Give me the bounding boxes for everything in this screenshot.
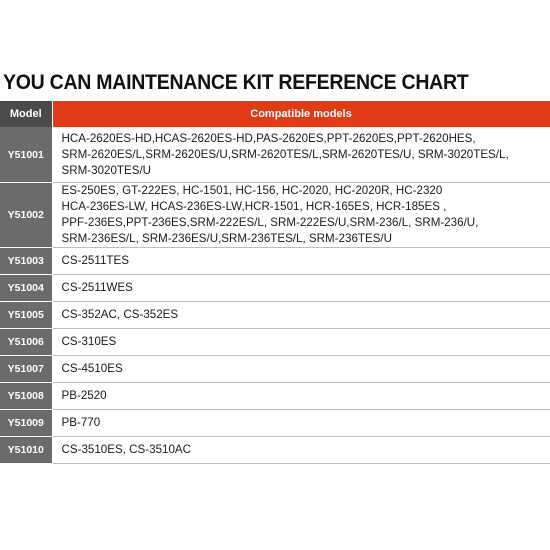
- model-number: Y51008: [0, 383, 52, 410]
- compatible-models-line: ES-250ES, GT-222ES, HC-1501, HC-156, HC-2020, HC-2020R, HC-2320: [61, 184, 443, 197]
- model-column-header: Model: [0, 101, 52, 127]
- model-number: Y51009: [0, 410, 52, 437]
- model-number: Y51010: [0, 437, 52, 464]
- compatible-models-line: HCA-2620ES-HD,HCAS-2620ES-HD,PAS-2620ES,PPT-2620ES,PPT-2620HES,: [61, 131, 476, 145]
- compatible-models-cell: CS-352AC, CS-352ES: [52, 302, 550, 329]
- reference-table: [0, 101, 550, 464]
- compatible-models-cell: CS-2511WES: [52, 275, 550, 302]
- model-number: Y51002: [0, 183, 52, 248]
- compatible-models-cell: [52, 127, 550, 183]
- compatible-models-line: PPF-236ES,PPT-236ES,SRM-222ES/L, SRM-222ES/U,SRM-236/L, SRM-236/U,: [61, 216, 479, 229]
- compatible-models-cell: CS-3510ES, CS-3510AC: [52, 437, 550, 464]
- model-number: Y51004: [0, 275, 52, 302]
- compatible-models-cell: PB-2520: [52, 383, 550, 410]
- compatible-models-cell: CS-2511TES: [52, 248, 550, 275]
- chart-title: YOU CAN MAINTENANCE KIT REFERENCE CHART: [3, 71, 469, 94]
- table-row: [0, 302, 550, 329]
- compatible-models-line: SRM-3020TES/U: [61, 163, 152, 177]
- compatible-models-cell: PB-770: [52, 410, 550, 437]
- compatible-models-line: SRM-236ES/L, SRM-236ES/U,SRM-236TES/L, SRM-236TES/U: [61, 232, 393, 245]
- compatible-models-cell: CS-4510ES: [52, 356, 550, 383]
- table-row: [0, 275, 550, 302]
- table-row: [0, 383, 550, 410]
- table-row: [0, 437, 550, 464]
- compatible-models-line: SRM-2620ES/L,SRM-2620ES/U,SRM-2620TES/L,SRM-2620TES/U, SRM-3020TES/L,: [61, 147, 509, 161]
- model-number: Y51005: [0, 302, 52, 329]
- table-row: [0, 183, 550, 248]
- table-row: [0, 248, 550, 275]
- model-number: Y51006: [0, 329, 52, 356]
- table-row: [0, 356, 550, 383]
- table-row: [0, 329, 550, 356]
- table-row: [0, 127, 550, 183]
- table-row: [0, 410, 550, 437]
- table-header-row: [0, 101, 550, 127]
- model-number: Y51007: [0, 356, 52, 383]
- model-number: Y51003: [0, 248, 52, 275]
- compatible-models-column-header: Compatible models: [52, 101, 550, 127]
- compatible-models-cell: CS-310ES: [52, 329, 550, 356]
- compatible-models-line: HCA-236ES-LW, HCAS-236ES-LW,HCR-1501, HCR-165ES, HCR-185ES ,: [61, 200, 447, 213]
- model-number: Y51001: [0, 127, 52, 183]
- compatible-models-cell: [52, 183, 550, 248]
